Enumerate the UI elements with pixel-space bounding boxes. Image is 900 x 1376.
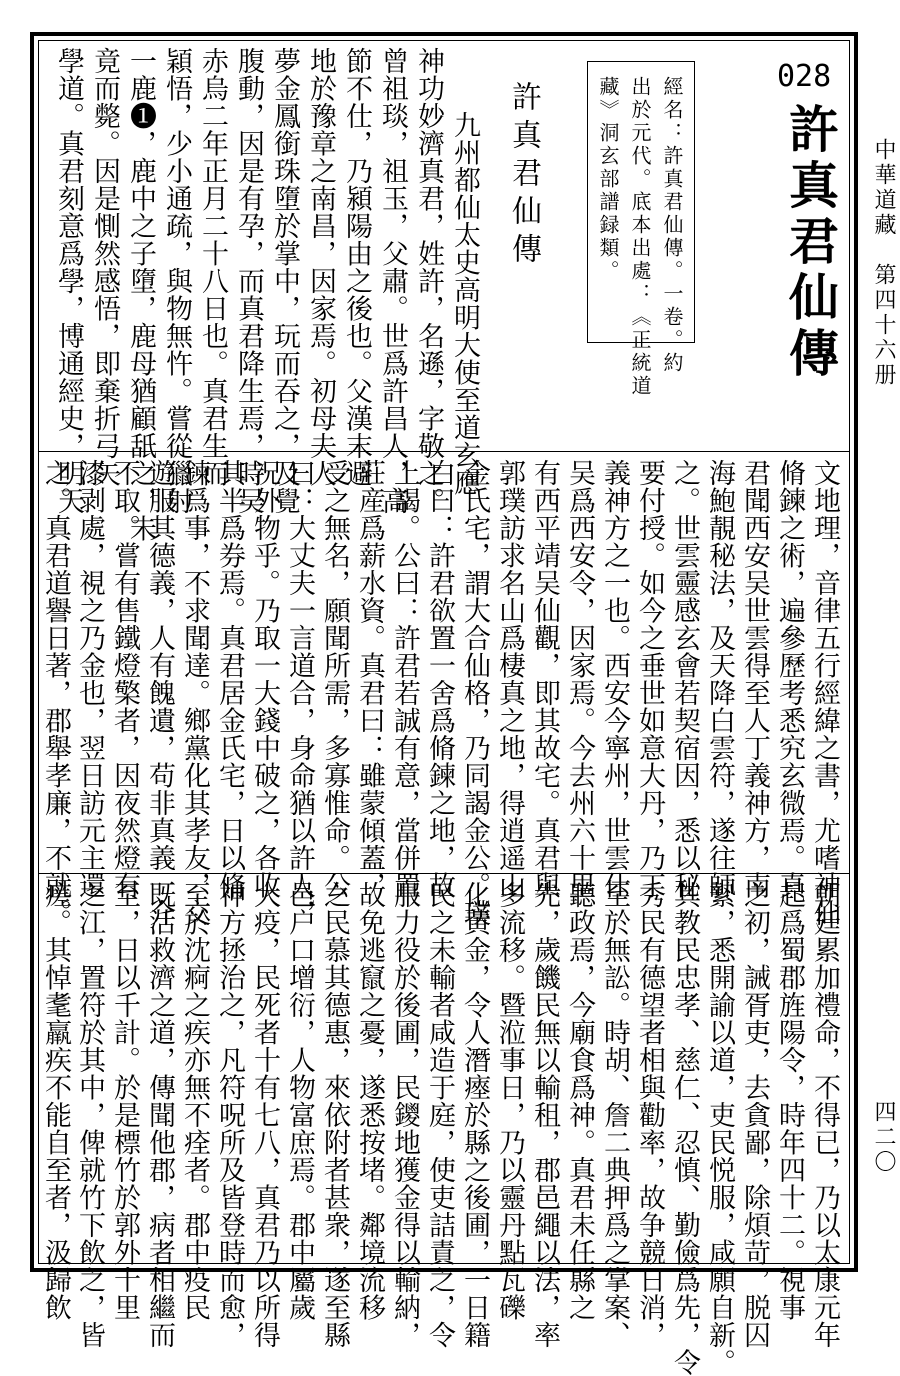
text-column: 一鹿❶，鹿中之子墮，鹿母猶顧舐之，未 [125,47,156,542]
text-column: 况外物乎。乃取一大錢中破之，各收 [249,459,280,899]
text-heading: 許真君仙傳 [506,81,541,271]
text-column: 既活救濟之道，傳聞他郡，病者相繼而 [144,881,175,1349]
note-line: 出於元代。底本出處：《正統道 [628,76,652,398]
text-column: 受之無名，願聞所需，多寡惟命。公 [319,459,350,899]
text-column: 義神方之一也。西安今寧州，世雲仕 [599,459,630,899]
text-column: 學道。真君刻意爲學，博通經史，明天 [53,47,84,515]
text-column: 脩鍊之術，遍參歷考悉究玄微焉。真 [774,459,805,899]
text-column: 曾祖琰，祖玉，父肅。世爲許昌人，高 [377,47,408,515]
text-column: 君聞西安吴世雲得至人丁義神方，南 [739,459,770,899]
text-column: 竟而斃。因是惻然感悟，即棄折弓矢 [89,47,120,487]
text-column: 地於豫章之南昌，因家焉。初母夫人 [305,47,336,487]
note-line: 經名：許真君仙傳。一卷。約 [660,76,684,375]
text-column: 縶，悉開諭以道，吏民悦服，咸願自新。 [704,881,735,1376]
text-column: 至於無訟。時胡、詹二典押爲之掌案、 [599,881,630,1349]
text-column: 曰：大丈夫一言道合，身命猶以許人， [284,459,315,927]
text-column: 郭璞訪求名山爲棲真之地，得逍遥山 [494,459,525,899]
text-column: 先，歲饑民無以輸租，郡邑繩以法，率 [529,881,560,1349]
text-column: 有西平靖吴仙觀，即其故宅。真君與 [529,459,560,899]
text-column: 文地理，音律五行經緯之書，尤嗜神仙 [809,459,840,927]
text-column: 九州都仙太史高明大使至道玄應 [449,111,480,496]
text-column: 大疫，民死者十有七八，真君乃以所得 [249,881,280,1349]
text-column: 海鮑靚秘法，及天降白雲符，遂往師 [704,459,735,899]
text-column: 之。世雲靈感玄會若契宿因，悉以秘 [669,459,700,899]
text-column: 之江，置符於其中，俾就竹下飲之，皆 [74,881,105,1349]
text-column: 節不仕，乃潁陽由之後也。父漢末避 [341,47,372,487]
text-column: 故免逃竄之憂，遂悉按堵。鄰境流移 [354,881,385,1321]
text-column: 金氏宅，謂大合仙格，乃同謁金公。璞 [459,459,490,927]
text-column: 神功妙濟真君，姓許，名遜，字敬之。 [413,47,444,515]
text-column: 朝廷累加禮命，不得已，乃以太康元年 [809,881,840,1349]
volume-label: 中華道藏 第四十六册 [871,138,896,388]
text-column: 漆剥處，視之乃金也，翌日訪元主還 [74,459,105,899]
text-column: 瘥。其悼耄羸疾不能自至者，汲歸飲 [40,881,71,1321]
page-number: 四二〇 [871,1100,896,1175]
page-frame-inner [38,40,850,1376]
text-column: 白曰：許君欲置一舍爲脩鍊之地，故 [424,459,455,899]
text-number-badge: 028 [777,59,832,94]
text-column: 邑户口增衍，人物富庶焉。郡中屬歲 [284,881,315,1321]
text-column: 服力役於後圃，民鑁地獲金得以輸納， [389,881,420,1349]
text-column: 吴爲西安令，因家焉。今去州六十里 [564,459,595,899]
page-title: 許真君仙傳 [781,103,840,383]
text-column: 聽政焉，今廟食爲神。真君未任縣之 [564,881,595,1321]
text-column: 穎悟，少小通疏，與物無忤。嘗從獵射 [161,47,192,515]
text-column: 至，日以千計。於是標竹於郭外十里 [109,881,140,1321]
note-line: 藏》洞玄部譜録類。 [596,76,620,283]
text-column: 要付授。如今之垂世如意大丹，乃丁 [634,459,665,899]
text-column: 腹動，因是有孕，而真君降生焉，時吴 [233,47,264,515]
text-column: 多流移。暨涖事日，乃以靈丹點瓦礫 [494,881,525,1321]
text-column: 夢金鳳銜珠墮於掌中，玩而吞之，及覺 [269,47,300,515]
text-column: 之初，誡胥吏，去貪鄙，除煩苛，脱囚 [739,881,770,1349]
text-column: 起爲蜀郡旌陽令，時年四十二。視事 [774,881,805,1321]
text-column: 秀民有德望者相與勸率，故争競日消， [634,881,665,1349]
source-note-box [587,61,695,398]
text-column: 赤烏二年正月二十八日也。真君生而 [197,47,228,487]
text-column: 化黄金，令人潛瘞於縣之後圃，一日籍 [459,881,490,1349]
text-column: 至於沈痾之疾亦無不痊者。郡中疫民 [179,881,210,1321]
text-column: 神方拯治之，凡符呪所及皆登時而愈， [214,881,245,1349]
text-column: 其半爲券焉。真君居金氏宅，日以脩 [214,459,245,899]
text-column: 上謁。公曰：許君若誠有意，當併置 [389,459,420,899]
text-column: 莊産爲薪水資。真君曰：雖蒙傾蓋， [354,459,385,899]
text-column: 不取。嘗有售鐵燈檠者，因夜然燈有 [109,459,140,899]
text-column: 之。真君道譽日著，郡舉孝廉，不就。 [40,459,71,927]
text-column: 民之未輸者咸造于庭，使吏詰責之，令 [424,881,455,1349]
text-column: 遊服其德義，人有餽遺，苟非真義一介 [144,459,175,927]
page-frame [30,32,858,1376]
text-column: 鍊爲事，不求聞達。鄉黨化其孝友，交 [179,459,210,927]
text-column: 其教民忠孝、慈仁、忍慎、勤儉爲先，令 [669,881,700,1376]
text-column: 之民慕其德惠，來依附者甚衆，遂至縣 [319,881,350,1349]
